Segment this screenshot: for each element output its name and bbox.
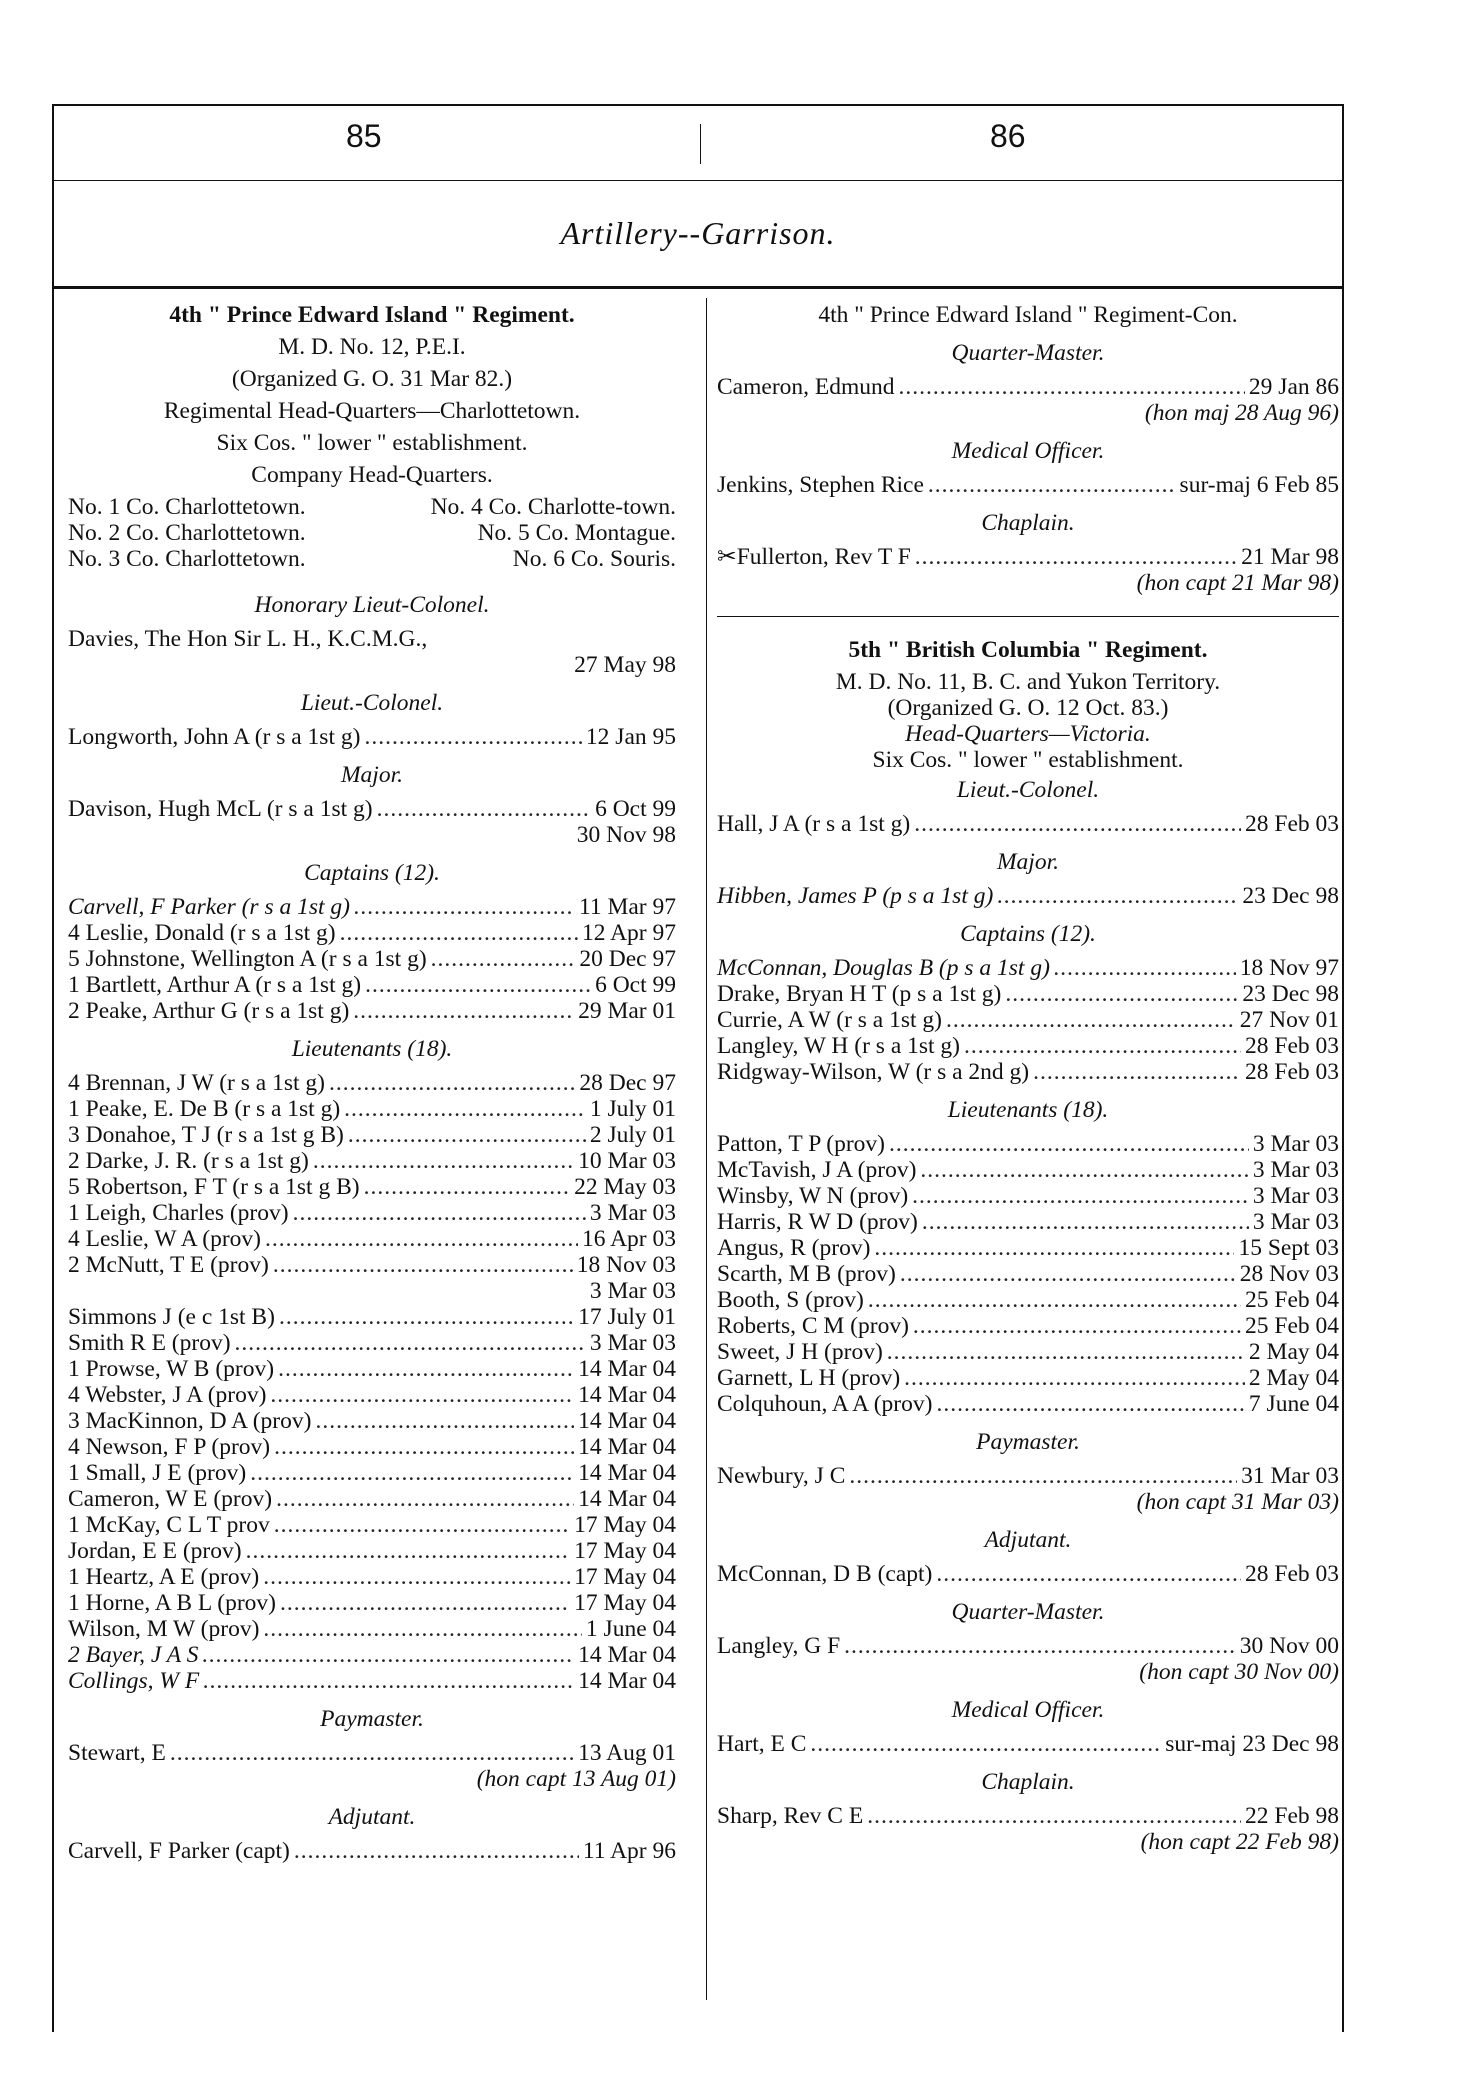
officer-entry: Longworth, John A (r s a 1st g) ..... 12 Jan 95 <box>68 724 676 750</box>
regiment-title: 4th " Prince Edward Island " Regiment-Con. <box>818 302 1238 328</box>
section-title: Honorary Lieut-Colonel. <box>254 592 490 618</box>
officer-entry: 4 Leslie, Donald (r s a 1st g) ..... 12 Apr 97 <box>68 920 676 946</box>
page-number-right: 86 <box>990 118 1026 154</box>
officer-entry: Jenkins, Stephen Rice ..... sur-maj 6 Feb 85 <box>717 472 1339 498</box>
officer-entry: McTavish, J A (prov) ..... 3 Mar 03 <box>717 1157 1339 1183</box>
honorary-note: (hon capt 13 Aug 01) <box>476 1766 676 1792</box>
officer-entry: Carvell, F Parker (capt) ..... 11 Apr 96 <box>68 1838 676 1864</box>
officer-entry: 5 Robertson, F T (r s a 1st g B) ..... 22 May 03 <box>68 1174 676 1200</box>
company-entry: No. 6 Co. Souris. <box>512 546 676 572</box>
company-entry: No. 2 Co. Charlottetown. <box>68 520 306 546</box>
officer-entry: Wilson, M W (prov) ..... 1 June 04 <box>68 1616 676 1642</box>
establishment: Six Cos. " lower " establishment. <box>216 430 528 456</box>
entry-name: Davies, The Hon Sir L. H., K.C.M.G., <box>68 626 428 652</box>
regiment-title: 5th " British Columbia " Regiment. <box>848 637 1208 663</box>
officer-entry: 4 Webster, J A (prov) ..... 14 Mar 04 <box>68 1382 676 1408</box>
section-title: Lieutenants (18). <box>291 1036 453 1062</box>
officer-entry: Patton, T P (prov) ..... 3 Mar 03 <box>717 1131 1339 1157</box>
officer-entry: Currie, A W (r s a 1st g) ..... 27 Nov 01 <box>717 1007 1339 1033</box>
left-column <box>68 298 676 1864</box>
company-entry: No. 3 Co. Charlottetown. <box>68 546 306 572</box>
honorary-note: (hon capt 22 Feb 98) <box>1140 1829 1339 1855</box>
officer-entry: 1 Heartz, A E (prov) ..... 17 May 04 <box>68 1564 676 1590</box>
section-title: Lieut.-Colonel. <box>956 777 1100 803</box>
officer-entry: McConnan, Douglas B (p s a 1st g) ..... 18 Nov 97 <box>717 955 1339 981</box>
officer-entry: 1 Prowse, W B (prov) ..... 14 Mar 04 <box>68 1356 676 1382</box>
regiment-title: 4th " Prince Edward Island " Regiment. <box>169 302 575 328</box>
lieutenants-list <box>68 1070 676 1694</box>
officer-entry: Colquhoun, A A (prov) ..... 7 June 04 <box>717 1391 1339 1417</box>
section-title: Paymaster. <box>976 1429 1080 1455</box>
section-title: Captains (12). <box>304 860 440 886</box>
officer-entry: Winsby, W N (prov) ..... 3 Mar 03 <box>717 1183 1339 1209</box>
entry-date: 3 Mar 03 <box>589 1278 676 1304</box>
section-title: Paymaster. <box>320 1706 424 1732</box>
company-row <box>68 546 676 572</box>
officer-entry: Roberts, C M (prov) ..... 25 Feb 04 <box>717 1313 1339 1339</box>
officer-entry: 3 MacKinnon, D A (prov) ..... 14 Mar 04 <box>68 1408 676 1434</box>
company-row <box>68 520 676 546</box>
honorary-note: (hon capt 21 Mar 98) <box>1136 570 1339 596</box>
company-entry: No. 4 Co. Charlotte-town. <box>430 494 676 520</box>
officer-entry: Collings, W F ..... 14 Mar 04 <box>68 1668 676 1694</box>
officer-entry: 4 Brennan, J W (r s a 1st g) ..... 28 Dec 97 <box>68 1070 676 1096</box>
honorary-note: (hon maj 28 Aug 96) <box>1144 400 1339 426</box>
organized: (Organized G. O. 31 Mar 82.) <box>231 366 513 392</box>
page-heading: Artillery--Garrison. <box>54 180 1342 289</box>
section-title: Quarter-Master. <box>951 1599 1105 1625</box>
officer-entry: 1 Horne, A B L (prov) ..... 17 May 04 <box>68 1590 676 1616</box>
officer-entry: Drake, Bryan H T (p s a 1st g) ..... 23 Dec 98 <box>717 981 1339 1007</box>
section-title: Medical Officer. <box>951 1697 1105 1723</box>
officer-entry: McConnan, D B (capt) ..... 28 Feb 03 <box>717 1561 1339 1587</box>
section-title: Adjutant. <box>984 1527 1072 1553</box>
officer-entry: Langley, W H (r s a 1st g) ..... 28 Feb 03 <box>717 1033 1339 1059</box>
officer-entry: Ridgway-Wilson, W (r s a 2nd g) ..... 28 Feb 03 <box>717 1059 1339 1085</box>
officer-entry: Hall, J A (r s a 1st g) ..... 28 Feb 03 <box>717 811 1339 837</box>
company-entry: No. 1 Co. Charlottetown. <box>68 494 306 520</box>
officer-entry: Harris, R W D (prov) ..... 3 Mar 03 <box>717 1209 1339 1235</box>
right-column <box>706 298 1339 2000</box>
honorary-note: (hon capt 30 Nov 00) <box>1139 1659 1339 1685</box>
officer-entry: 5 Johnstone, Wellington A (r s a 1st g) ..... 20 Dec 97 <box>68 946 676 972</box>
officer-entry: 1 Small, J E (prov) ..... 14 Mar 04 <box>68 1460 676 1486</box>
officer-entry: Sharp, Rev C E ..... 22 Feb 98 <box>717 1803 1339 1829</box>
section-title: Lieut.-Colonel. <box>300 690 444 716</box>
page-number-left: 85 <box>346 118 382 154</box>
officer-entry: 1 Peake, E. De B (r s a 1st g) ..... 1 July 01 <box>68 1096 676 1122</box>
honorary-note: (hon capt 31 Mar 03) <box>1136 1489 1339 1515</box>
officer-entry: Smith R E (prov) ..... 3 Mar 03 <box>68 1330 676 1356</box>
entry-date: 27 May 98 <box>574 652 676 678</box>
page-frame <box>52 104 1344 2032</box>
officer-entry: 2 Darke, J. R. (r s a 1st g) ..... 10 Mar 03 <box>68 1148 676 1174</box>
section-title: Chaplain. <box>981 1769 1075 1795</box>
section-title: Major. <box>996 849 1060 875</box>
officer-entry: 4 Leslie, W A (prov) ..... 16 Apr 03 <box>68 1226 676 1252</box>
section-title: Captains (12). <box>960 921 1096 947</box>
officer-entry: Simmons J (e c 1st B) ..... 17 July 01 <box>68 1304 676 1330</box>
officer-entry: Hart, E C ..... sur-maj 23 Dec 98 <box>717 1731 1339 1757</box>
company-row <box>68 494 676 520</box>
company-entry: No. 5 Co. Montague. <box>477 520 676 546</box>
headquarters: Head-Quarters—Victoria. <box>905 721 1151 747</box>
officer-entry: Davison, Hugh McL (r s a 1st g) ..... 6 Oct 99 <box>68 796 676 822</box>
district: M. D. No. 12, P.E.I. <box>278 334 466 360</box>
section-divider <box>717 616 1339 617</box>
officer-entry: Scarth, M B (prov) ..... 28 Nov 03 <box>717 1261 1339 1287</box>
officer-entry: Stewart, E ..... 13 Aug 01 <box>68 1740 676 1766</box>
officer-entry: Jordan, E E (prov) ..... 17 May 04 <box>68 1538 676 1564</box>
officer-entry: 1 Leigh, Charles (prov) ..... 3 Mar 03 <box>68 1200 676 1226</box>
officer-entry: Newbury, J C ..... 31 Mar 03 <box>717 1463 1339 1489</box>
officer-entry: 2 Bayer, J A S ..... 14 Mar 04 <box>68 1642 676 1668</box>
establishment: Six Cos. " lower " establishment. <box>872 747 1184 773</box>
officer-entry: Cameron, W E (prov) ..... 14 Mar 04 <box>68 1486 676 1512</box>
section-title: Major. <box>340 762 404 788</box>
entry-date: 30 Nov 98 <box>576 822 676 848</box>
officer-entry: Hibben, James P (p s a 1st g) ..... 23 Dec 98 <box>717 883 1339 909</box>
district: M. D. No. 11, B. C. and Yukon Territory. <box>835 669 1221 695</box>
officer-entry: 1 McKay, C L T prov ..... 17 May 04 <box>68 1512 676 1538</box>
officer-entry: 4 Newson, F P (prov) ..... 14 Mar 04 <box>68 1434 676 1460</box>
company-hq-title: Company Head-Quarters. <box>251 462 493 488</box>
officer-entry: Angus, R (prov) ..... 15 Sept 03 <box>717 1235 1339 1261</box>
officer-entry: 2 McNutt, T E (prov) ..... 18 Nov 03 <box>68 1252 676 1278</box>
divider <box>700 124 701 164</box>
section-title: Medical Officer. <box>951 438 1105 464</box>
headquarters: Regimental Head-Quarters—Charlottetown. <box>163 398 581 424</box>
officer-entry: 3 Donahoe, T J (r s a 1st g B) ..... 2 July 01 <box>68 1122 676 1148</box>
officer-entry: Garnett, L H (prov) ..... 2 May 04 <box>717 1365 1339 1391</box>
officer-entry: 1 Bartlett, Arthur A (r s a 1st g) ..... 6 Oct 99 <box>68 972 676 998</box>
section-title: Lieutenants (18). <box>947 1097 1109 1123</box>
lieutenants-list <box>717 1131 1339 1417</box>
section-title: Quarter-Master. <box>951 340 1105 366</box>
officer-entry: Sweet, J H (prov) ..... 2 May 04 <box>717 1339 1339 1365</box>
captains-list <box>717 955 1339 1085</box>
section-title: Chaplain. <box>981 510 1075 536</box>
section-title: Adjutant. <box>328 1804 416 1830</box>
officer-entry: ✂Fullerton, Rev T F ..... 21 Mar 98 <box>717 544 1339 570</box>
page-number-bar <box>54 106 1342 181</box>
officer-entry: Cameron, Edmund ..... 29 Jan 86 <box>717 374 1339 400</box>
officer-entry: Booth, S (prov) ..... 25 Feb 04 <box>717 1287 1339 1313</box>
captains-list <box>68 894 676 1024</box>
officer-entry: Langley, G F ..... 30 Nov 00 <box>717 1633 1339 1659</box>
officer-entry: 2 Peake, Arthur G (r s a 1st g) ..... 29 Mar 01 <box>68 998 676 1024</box>
officer-entry: Carvell, F Parker (r s a 1st g) ..... 11 Mar 97 <box>68 894 676 920</box>
organized: (Organized G. O. 12 Oct. 83.) <box>887 695 1169 721</box>
